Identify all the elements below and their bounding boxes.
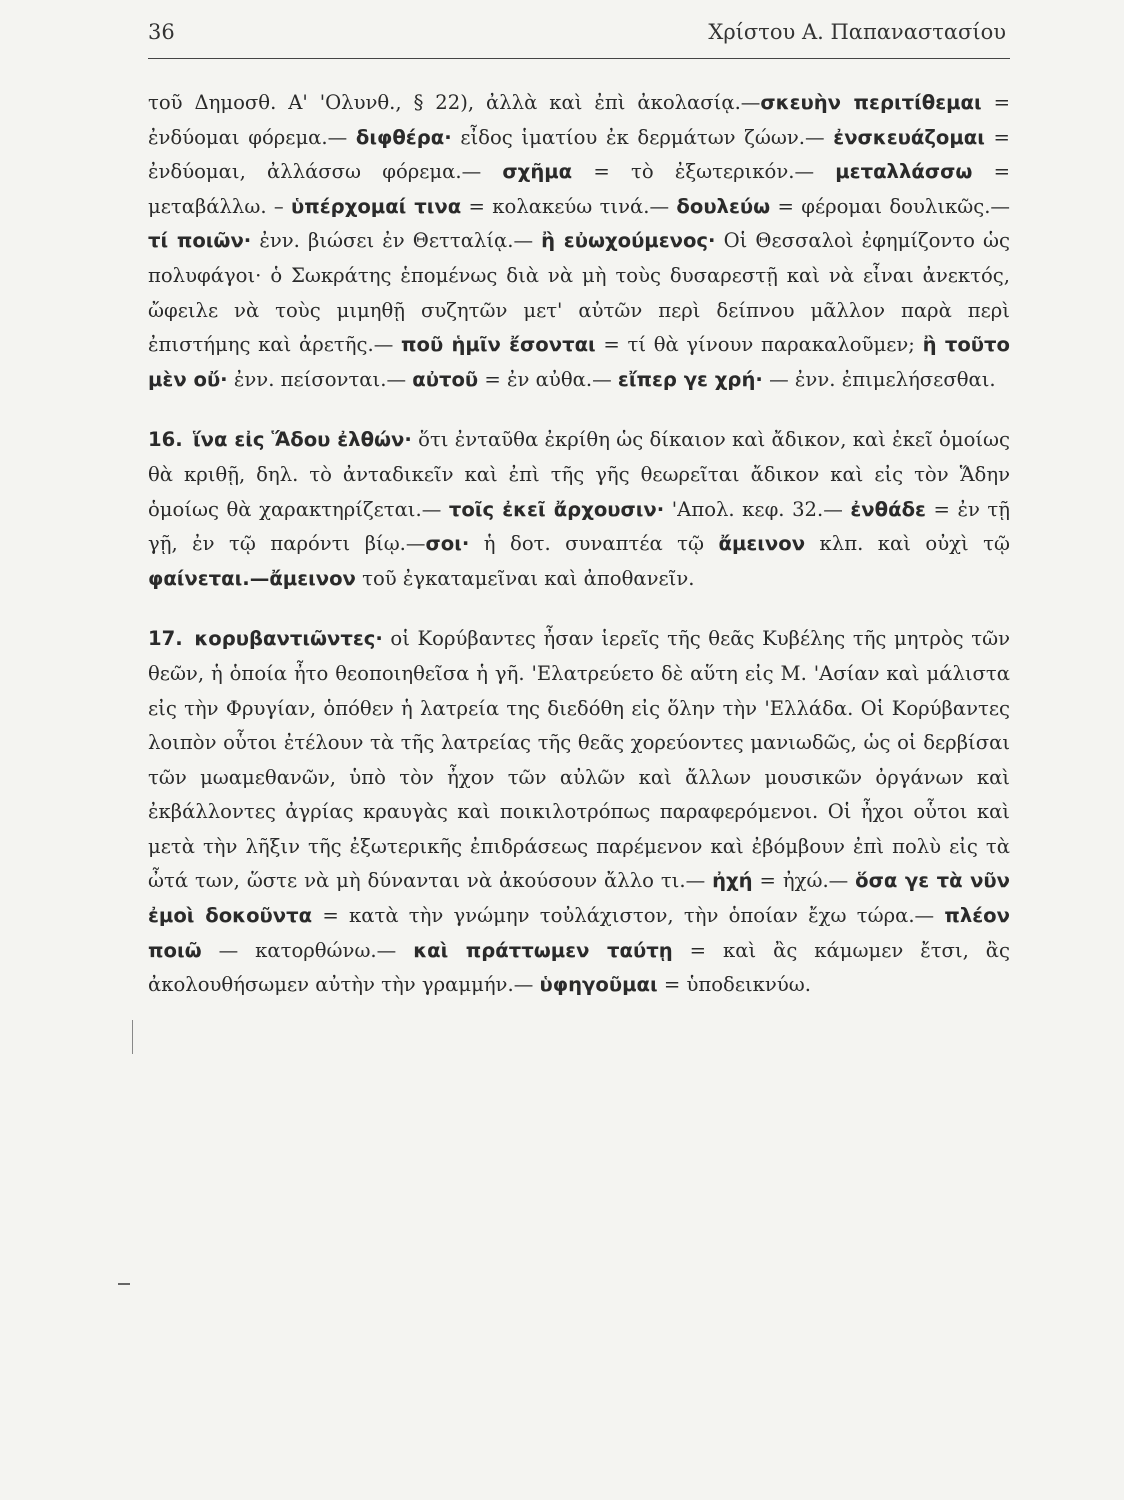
gloss-text: ἐνν. βιώσει ἐν Θετταλίᾳ.— [251,229,542,253]
lemma-term: ὅσα γε τὰ νῦν ἐμοὶ δοκοῦντα [148,869,1010,928]
lemma-term: φαίνεται.—ἄμεινον [148,566,356,590]
gloss-text: = φέρομαι δουλικῶς.— [770,194,1011,218]
gloss-text: = μεταβάλλω. – [148,160,1010,218]
lemma-term: δουλεύω [676,194,771,218]
gloss-text: = ἠχώ.— [752,869,856,893]
lemma-term: μεταλλάσσω [835,160,973,184]
paragraph-note-16 [148,423,1010,596]
gloss-text: ἡ δοτ. συναπτέα τῷ [469,532,719,556]
gloss-text: = τί θὰ γίνουν παρακαλοῦμεν; [595,333,923,357]
margin-dash [118,1283,130,1285]
note-number: 16. [148,428,183,452]
lemma-term: καὶ πράττωμεν ταύτῃ [413,938,673,962]
gloss-text: τοῦ Δημοσθ. Α' 'Ολυνθ., § 22), ἀλλὰ καὶ ἐπὶ ἀκολασίᾳ.— [148,91,761,114]
paragraph-commentary-continued [148,86,1010,397]
lemma-term: ἐνθάδε [850,497,926,521]
gloss-text: = ἐνδύομαι φόρεμα.— [148,91,1010,149]
gloss-text: = ἐνδύομαι, ἀλλάσσω φόρεμα.— [148,125,1010,184]
gloss-text: = καὶ ἂς κάμωμεν ἔτσι, ἂς ἀκολουθήσωμεν αὐτὴν τὴν γραμμήν.— [148,938,1011,997]
gloss-text: = κατὰ τὴν γνώμην τοὐλάχιστον, τὴν ὁποίαν ἔχω τώρα.— [312,904,945,928]
gloss-text: — ἐνν. ἐπιμελήσεσθαι. [762,367,996,391]
lemma-term: σχῆμα [502,160,573,184]
lemma-term: ἵνα εἰς Ἅδου ἐλθών· [193,428,412,452]
running-title: Χρίστου Α. Παπαναστασίου [708,20,1006,44]
lemma-term: ποῦ ἡμῖν ἔσονται [401,333,596,357]
margin-mark [132,1020,133,1054]
page-header [148,14,1010,59]
note-number: 17. [148,627,183,651]
gloss-text: = ὑποδεικνύω. [657,973,811,997]
lemma-term: ὑφηγοῦμαι [539,973,658,997]
gloss-text: εἶδος ἱματίου ἐκ δερμάτων ζώων.— [451,125,834,149]
gloss-text: = ἐν αὐθα.— [478,367,618,391]
lemma-term: σοι· [425,532,470,556]
paragraph-note-17 [148,622,1010,1003]
gloss-text: = τὸ ἐξωτερικόν.— [572,160,836,184]
gloss-text: οἱ Κορύβαντες ἦσαν ἱερεῖς τῆς θεᾶς Κυβέλης τῆς μητρὸς τῶν θεῶν, ἡ ὁποία ἦτο θεοποιηθεῖσα ἡ γῆ. 'Ελατρεύετο δὲ αὕτη εἰς Μ. 'Ασίαν καὶ μάλιστα εἰς τὴν Φρυγίαν, ὁπόθεν ἡ λατρεία της διεδόθη εἰς ὅλην τὴν 'Ελλάδα. Οἱ Κορύβαντες λοιπὸν οὗτοι ἐτέλουν τὰ τῆς λατρείας τῆς θεᾶς χορεύοντες μανιωδῶς, ὡς οἱ δερβίσαι τῶν μωαμεθανῶν, ὑπὸ τὸν ἦχον τῶν αὐλῶν καὶ ἄλλων μουσικῶν ὀργάνων καὶ ἐκβάλλοντες ἀγρίας κραυγὰς καὶ ποικιλοτρόπως παραφερόμενοι. Οἱ ἦχοι οὗτοι καὶ μετὰ τὴν λῆξιν τῆς ἐξωτερικῆς ἐπιδράσεως παρέμενον καὶ ἐβόμβουν ἐπὶ πολὺ εἰς τὰ ὦτά των, ὥστε νὰ μὴ δύνανται νὰ ἀκούσουν ἄλλο τι.— [148,627,1010,893]
lemma-term: ἢ εὐωχούμενος· [541,229,716,253]
gloss-text: = ἐν τῇ γῇ, ἐν τῷ παρόντι βίῳ.— [148,497,1011,556]
gloss-text: 'Απολ. κεφ. 32.— [664,497,851,521]
page-body [148,86,1010,1003]
lemma-term: τοῖς ἐκεῖ ἄρχουσιν· [448,497,665,521]
lemma-term: διφθέρα· [355,125,452,149]
lemma-term: σκευὴν περιτίθεμαι [760,91,982,114]
lemma-term: πλέον ποιῶ [148,904,1010,962]
lemma-term: εἴπερ γε χρή· [617,367,763,391]
lemma-term: ἐνσκευάζομαι [833,125,985,149]
lemma-term: ἢ τοῦτο μὲν οὔ· [148,333,1010,391]
lemma-term: ὑπέρχομαί τινα [291,194,462,218]
gloss-text: τοῦ ἐγκαταμεῖναι καὶ ἀποθανεῖν. [355,566,695,590]
lemma-term: κορυβαντιῶντες· [194,627,383,651]
lemma-term: ἠχή [712,869,753,893]
lemma-term: τί ποιῶν· [148,229,252,253]
gloss-text: κλπ. καὶ οὐχὶ τῷ [805,532,1010,556]
gloss-text: = κολακεύω τινά.— [461,194,677,218]
gloss-text: — κατορθώνω.— [201,938,414,962]
gloss-text: ὅτι ἐνταῦθα ἐκρίθη ὡς δίκαιον καὶ ἄδικον, καὶ ἐκεῖ ὁμοίως θὰ κριθῇ, δηλ. τὸ ἀνταδικεῖν καὶ ἐπὶ τῆς γῆς θεωρεῖται ἄδικον καὶ εἰς τὸν Ἅδην ὁμοίως θὰ χαρακτηρίζεται.— [148,428,1011,521]
lemma-term: αὐτοῦ [412,367,479,391]
gloss-text: Οἱ Θεσσαλοὶ ἐφημίζοντο ὡς πολυφάγοι· ὁ Σωκράτης ἑπομένως διὰ νὰ μὴ τοὺς δυσαρεστῇ καὶ νὰ εἶναι ἀνεκτός, ὤφειλε νὰ τοὺς μιμηθῇ συζητῶν μετ' αὐτῶν περὶ δείπνου μᾶλλον παρὰ περὶ ἐπιστήμης καὶ ἀρετῆς.— [148,229,1011,357]
gloss-text: ἐνν. πείσονται.— [227,367,413,391]
lemma-term: ἄμεινον [718,532,806,556]
page-number: 36 [148,20,175,44]
